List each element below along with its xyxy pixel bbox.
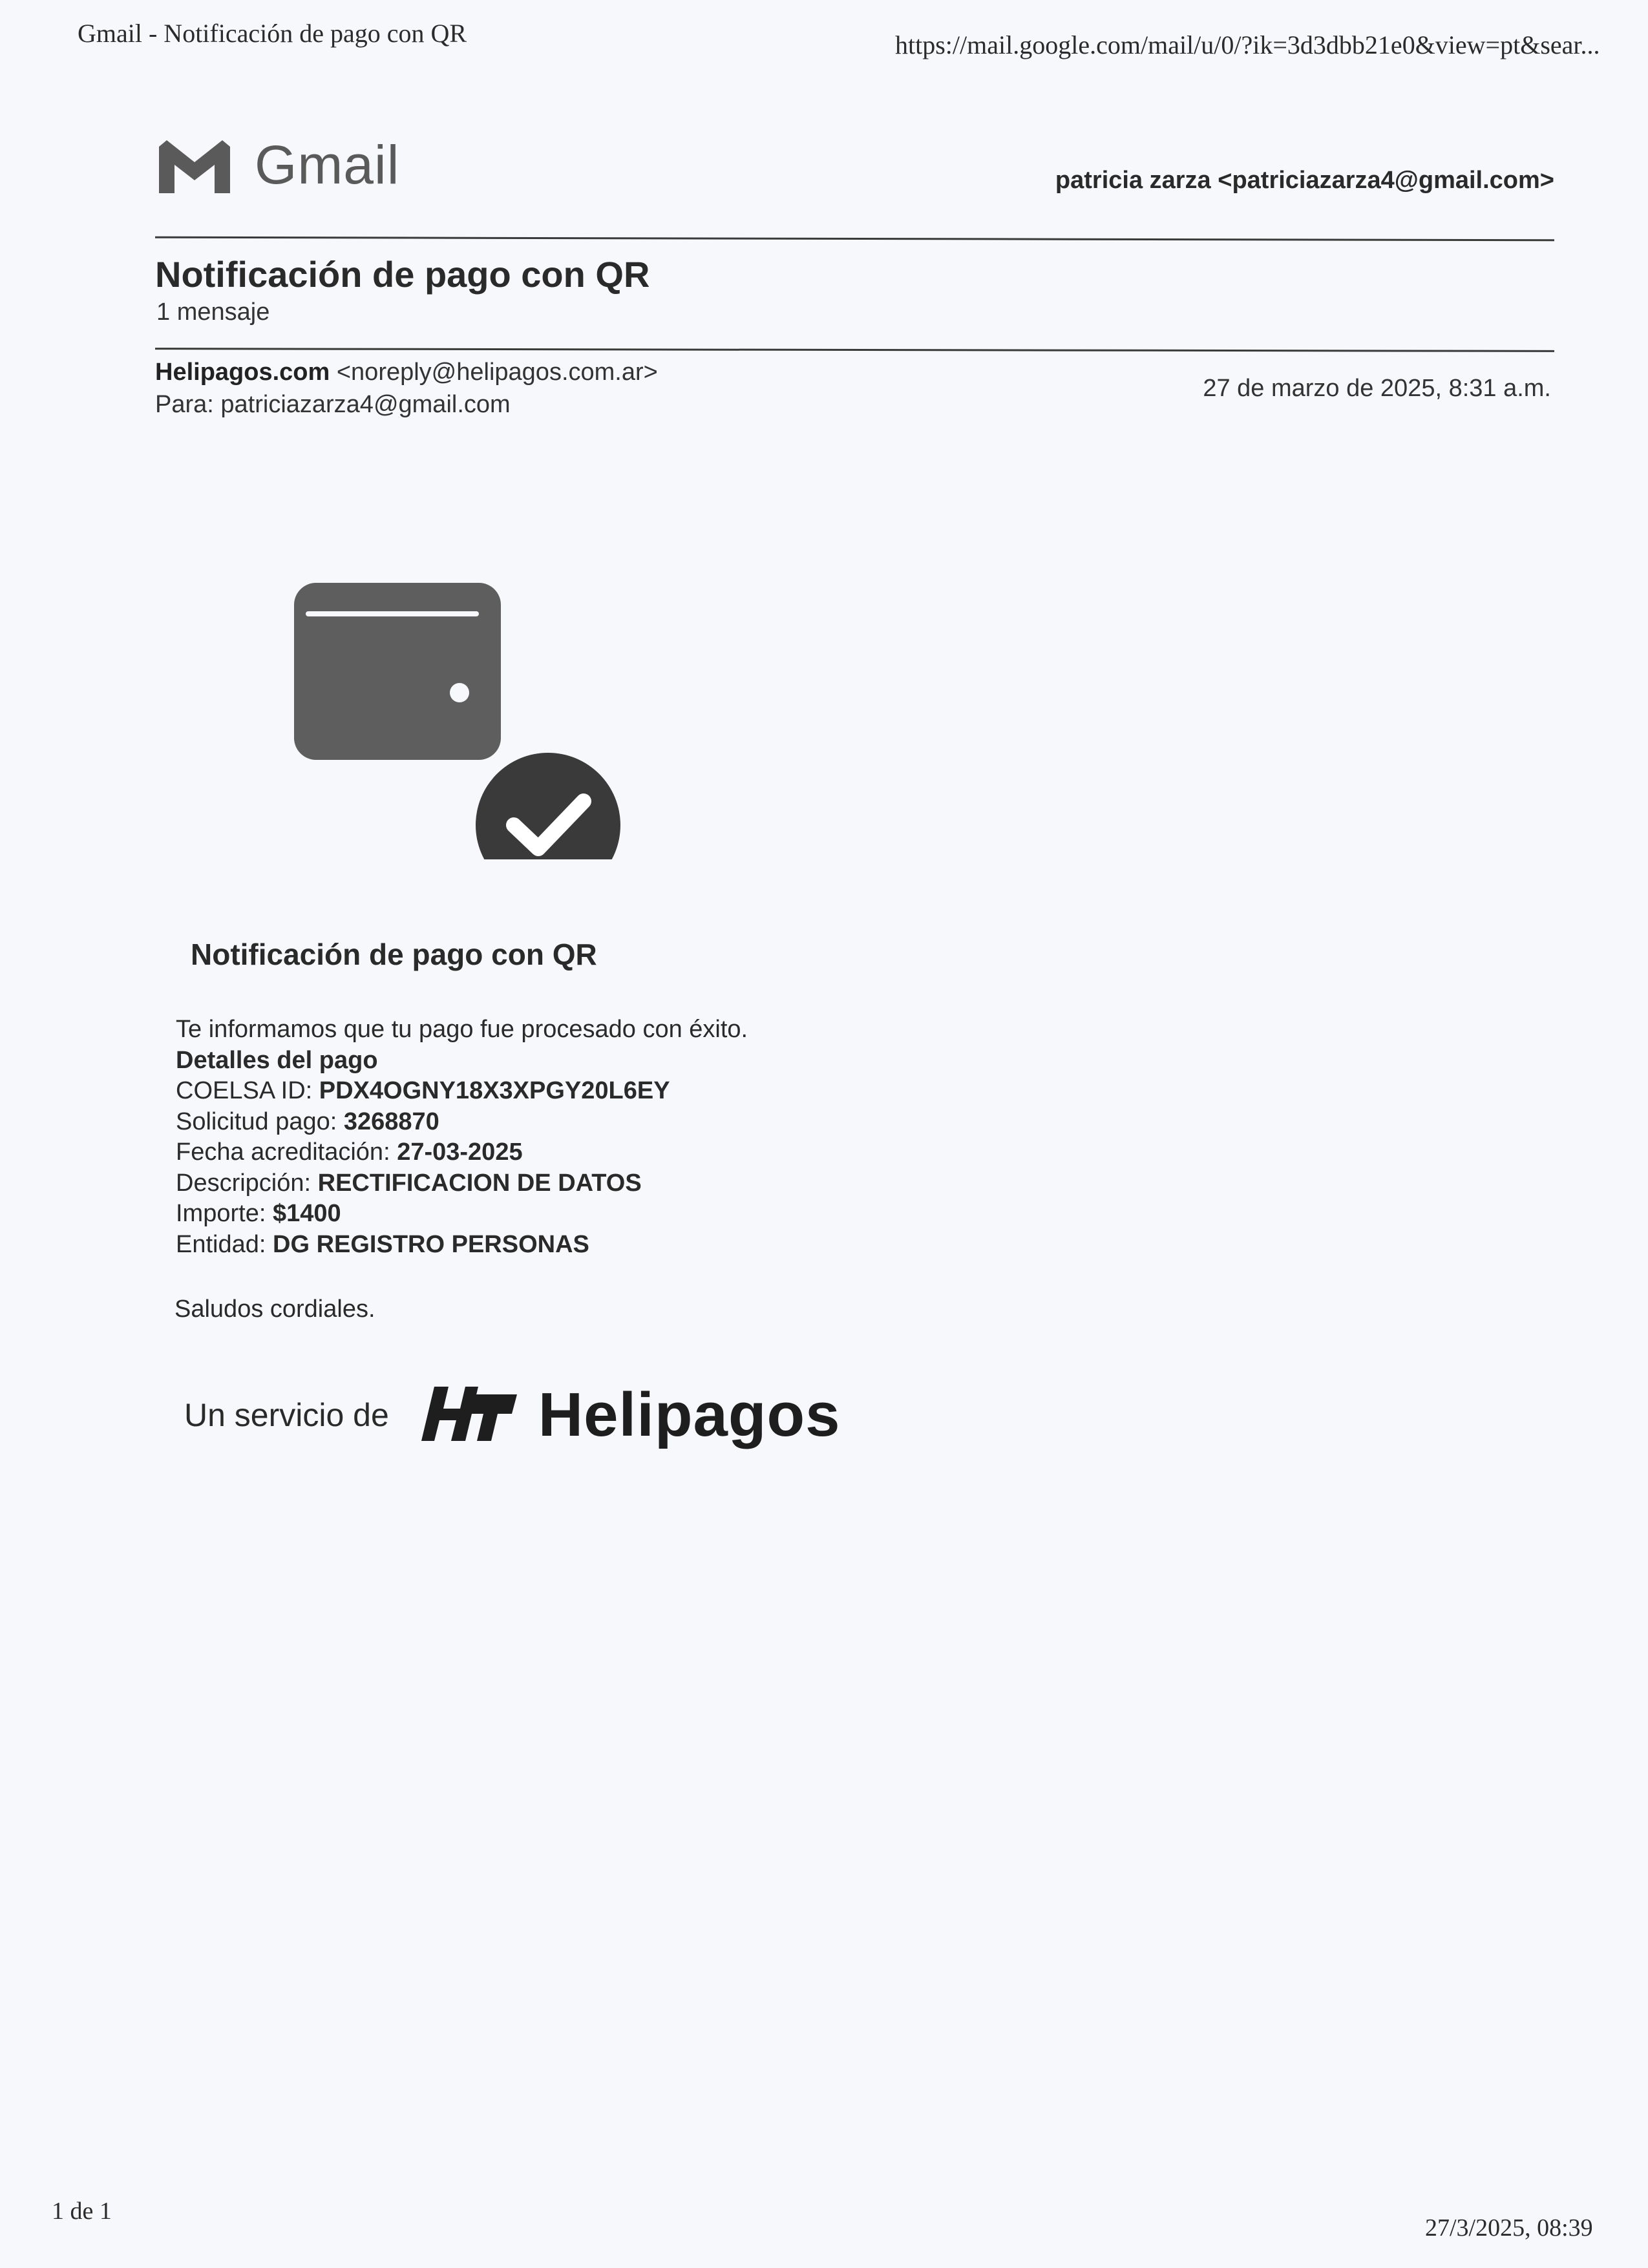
gmail-logo <box>155 129 517 200</box>
sender-name: Helipagos.com <box>155 359 330 386</box>
message-count: 1 mensaje <box>156 299 270 326</box>
recipient-label: Para: <box>155 391 214 418</box>
detail-accreditation-date: Fecha acreditación: 27-03-2025 <box>176 1139 523 1166</box>
recipient-line <box>155 391 511 419</box>
payment-success-graphic <box>294 582 630 859</box>
wallet-icon <box>294 583 501 760</box>
brand-name: Helipagos <box>538 1380 841 1449</box>
service-text: Un servicio de <box>184 1397 389 1433</box>
detail-amount: Importe: $1400 <box>176 1200 341 1227</box>
detail-payment-request: Solicitud pago: 3268870 <box>176 1108 439 1135</box>
print-page-url: https://mail.google.com/mail/u/0/?ik=3d3dbb21e0&view=pt&sear... <box>895 30 1600 59</box>
recipient-address: patriciazarza4@gmail.com <box>220 391 511 418</box>
thread-subject: Notificación de pago con QR <box>155 254 650 295</box>
detail-coelsa-id: COELSA ID: PDX4OGNY18X3XPGY20L6EY <box>176 1077 670 1104</box>
sender-email: <noreply@helipagos.com.ar> <box>336 359 658 386</box>
message-date: 27 de marzo de 2025, 8:31 a.m. <box>1203 375 1551 402</box>
payment-details <box>176 1014 748 1260</box>
print-page-title: Gmail - Notificación de pago con QR <box>78 19 467 48</box>
account-identity: patricia zarza <patriciazarza4@gmail.com> <box>1055 167 1554 194</box>
intro-text: Te informamos que tu pago fue procesado con éxito. <box>176 1016 748 1043</box>
gmail-logo-icon <box>155 135 234 194</box>
detail-description: Descripción: RECTIFICACION DE DATOS <box>176 1169 642 1197</box>
detail-entity: Entidad: DG REGISTRO PERSONAS <box>176 1230 589 1258</box>
body-heading: Notificación de pago con QR <box>191 938 597 971</box>
print-datetime: 27/3/2025, 08:39 <box>1425 2214 1593 2242</box>
message-divider <box>155 348 1554 352</box>
check-circle-icon <box>468 745 628 859</box>
closing-text: Saludos cordiales. <box>174 1296 375 1323</box>
gmail-wordmark: Gmail <box>255 134 400 195</box>
print-page-count: 1 de 1 <box>52 2198 112 2225</box>
helipagos-logo-icon <box>415 1381 522 1449</box>
sender-line <box>155 359 658 386</box>
header-divider <box>155 236 1554 242</box>
service-footer <box>184 1376 841 1454</box>
details-title: Detalles del pago <box>176 1046 378 1074</box>
